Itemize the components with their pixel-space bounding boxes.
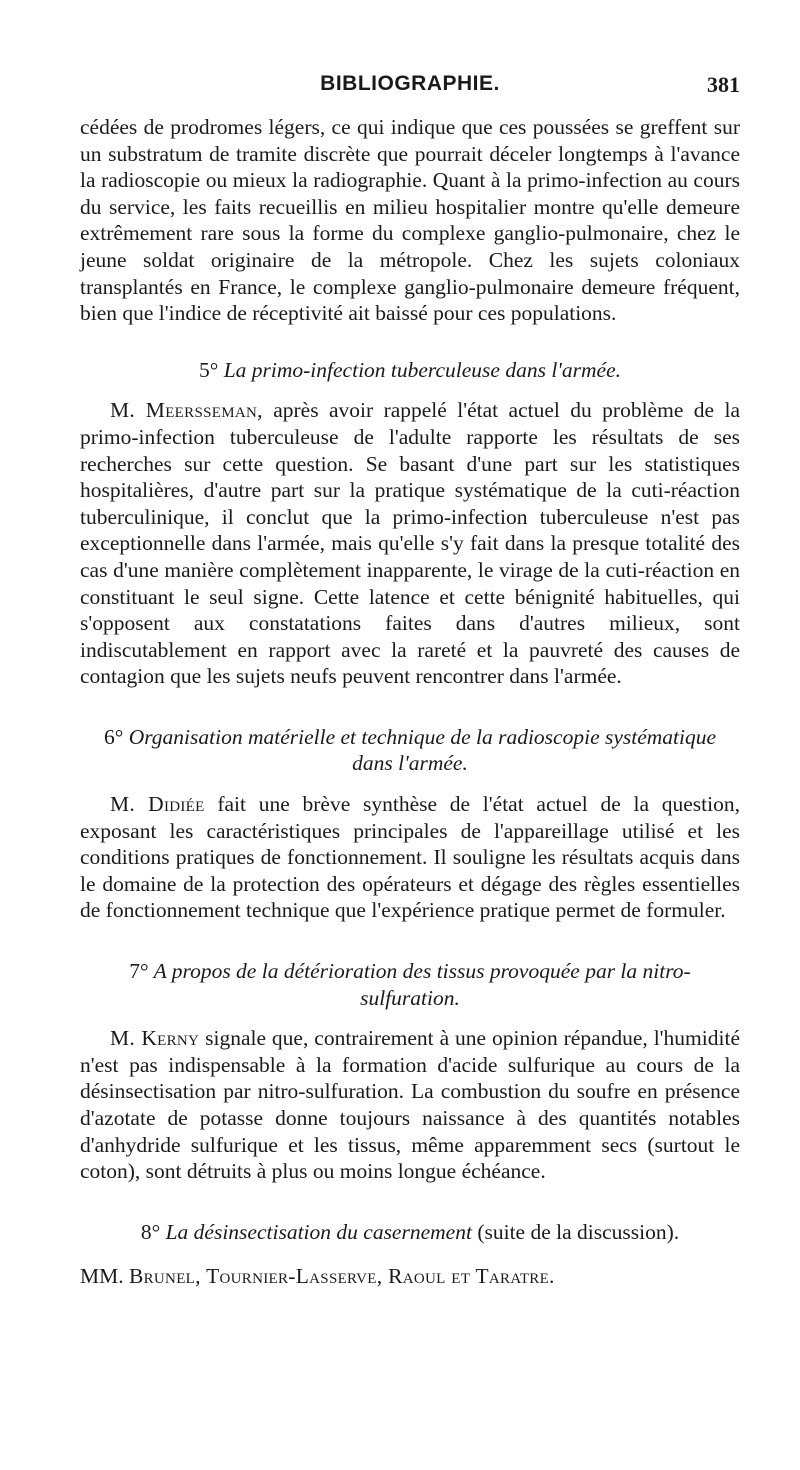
section-6-title-line1: Organisation matérielle et technique de la radioscopie systématique: [128, 724, 717, 749]
section-6-paragraph: [80, 791, 740, 924]
section-5-heading: [80, 357, 740, 384]
section-6-author: M. Didiée: [110, 792, 205, 817]
section-7-paragraph: [80, 1025, 740, 1185]
section-8-title: La désinsectisation du casernement: [165, 1219, 472, 1244]
section-6-heading: [80, 724, 740, 777]
section-8-authors-line: [80, 1263, 740, 1290]
intro-paragraph: cédées de prodromes légers, ce qui indique que ces poussées se greffent sur un substratum de tramite discrète que pourrait déceler longtemps à l'avance la radioscopie ou mieux la radiographie. Quant à la primo-infection au cours du service, les faits recueillis en milieu hospitalier montre qu'elle demeure extrêmement rare sous la forme du complexe ganglio-pulmonaire, chez le jeune soldat originaire de la métropole. Chez les sujets coloniaux transplantés en France, le complexe ganglio-pulmonaire demeure fréquent, bien que l'indice de réceptivité ait baissé pour ces populations.: [80, 115, 740, 326]
section-7-heading: [80, 958, 740, 1011]
section-8-authors: Brunel, Tournier-Lasserve, Raoul et Taratre.: [128, 1264, 555, 1289]
section-8-authors-prefix: MM.: [80, 1264, 124, 1289]
section-6-text: fait une brève synthèse de l'état actuel de la question, exposant les caractéristiques principales de l'appareillage utilisé et les conditions pratiques de fonctionnement. Il souligne les résultats acquis dans le domaine de la protection des opérateurs et dégage des règles essentielles de fonctionnement technique que l'expérience pratique permet de formuler.: [80, 792, 740, 923]
section-6-number: 6°: [103, 724, 124, 749]
page-number: 381: [707, 72, 740, 97]
page-body: [80, 114, 740, 1290]
section-7-author: M. Kerny: [110, 1026, 200, 1051]
section-5-title: La primo-infection tuberculeuse dans l'armée.: [223, 357, 622, 382]
running-title: BIBLIOGRAPHIE.: [320, 72, 500, 95]
section-7-number: 7°: [129, 959, 149, 984]
section-6-title-line2: dans l'armée.: [352, 751, 468, 776]
section-7-title: A propos de la détérioration des tissus provoquée par la nitro-sulfuration.: [153, 959, 691, 1010]
section-8-heading: [80, 1219, 740, 1246]
section-5-paragraph: [80, 397, 740, 690]
section-5-number: 5°: [198, 357, 219, 382]
page-header: [80, 72, 740, 106]
section-8-number: 8°: [140, 1219, 161, 1244]
section-5-author: M. Meersseman,: [110, 398, 263, 423]
section-7-text: signale que, contrairement à une opinion répandue, l'humidité n'est pas indispensable à la formation d'acide sulfurique au cours de la désinsectisation par nitro-sulfuration. La combustion du soufre en présence d'azotate de potasse donne toujours naissance à des quantités notables d'anhydride sulfurique et les tissus, même apparemment secs (surtout le coton), sont détruits à plus ou moins longue échéance.: [80, 1026, 740, 1184]
section-8-title-suffix: (suite de la discussion).: [477, 1219, 680, 1244]
section-5-text: après avoir rappelé l'état actuel du problème de la primo-infection tuberculeuse de l'adulte rapporte les résultats de ses recherches sur cette question. Se basant d'une part sur les statistiques hospitalières, d'autre part sur la pratique systématique de la cuti-réaction tuberculinique, il conclut que la primo-infection tuberculeuse n'est pas exceptionnelle dans l'armée, mais qu'elle s'y fait dans la presque totalité des cas d'une manière complètement inapparente, le virage de la cuti-réaction en constituant le seul signe. Cette latence et cette bénignité habituelles, qui s'opposent aux constatations faites dans d'autres milieux, sont indiscutablement en rapport avec la rareté et la pauvreté des causes de contagion que les sujets neufs peuvent rencontrer dans l'armée.: [80, 398, 740, 689]
